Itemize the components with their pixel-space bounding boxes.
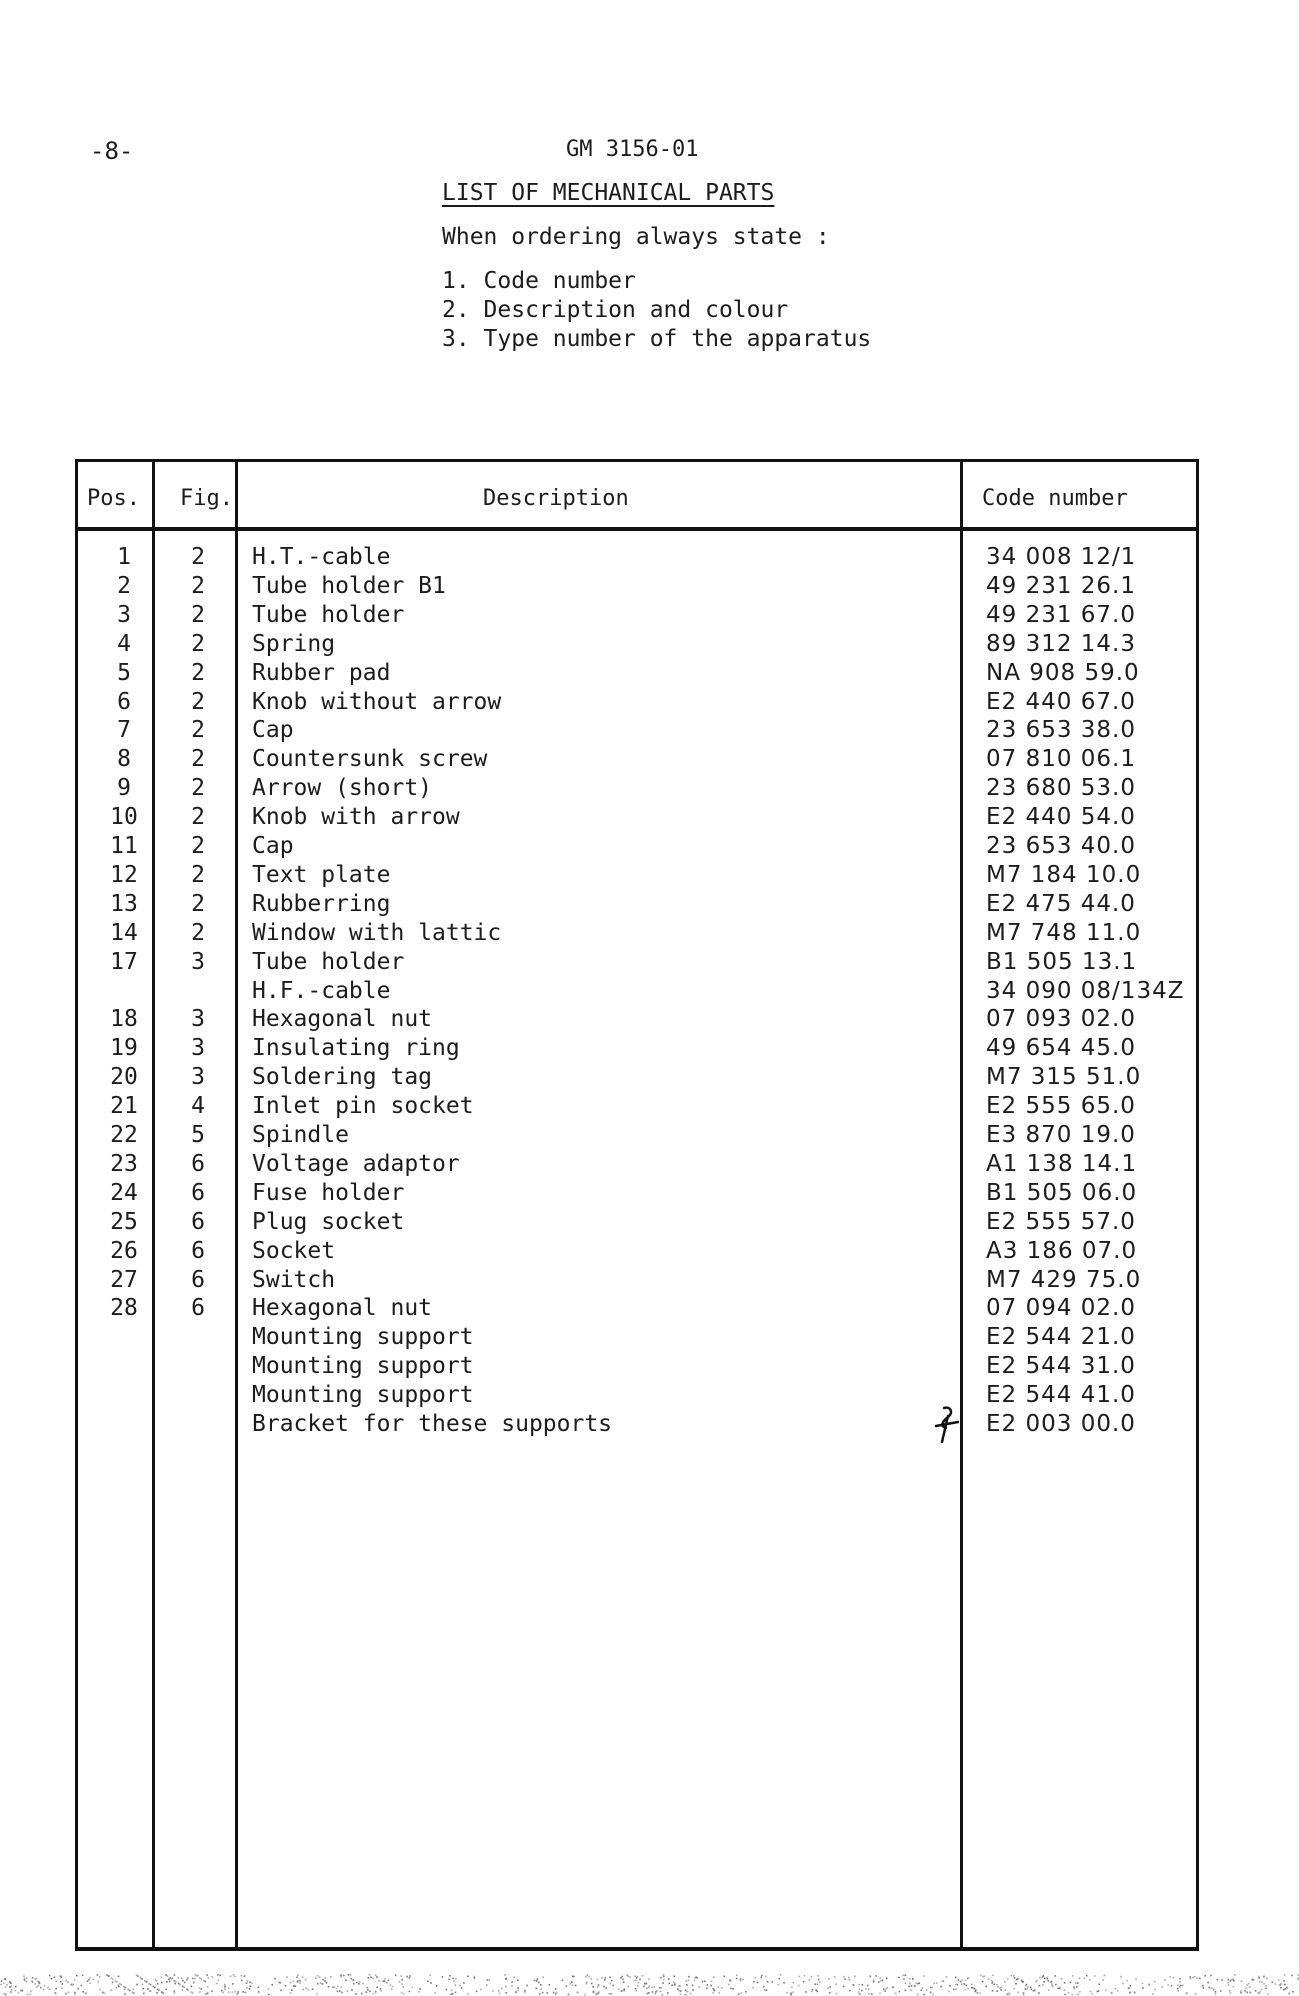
row-code-number: B1 505 06.0 bbox=[986, 1179, 1138, 1206]
row-code-number: 07 093 02.0 bbox=[986, 1006, 1136, 1033]
row-fig: 2 bbox=[191, 688, 205, 715]
row-pos: 6 bbox=[117, 688, 131, 715]
table-row bbox=[0, 833, 1299, 862]
row-description: Voltage adaptor bbox=[252, 1150, 460, 1177]
row-pos: 27 bbox=[110, 1266, 138, 1293]
row-fig: 2 bbox=[191, 833, 205, 859]
row-pos: 25 bbox=[110, 1208, 138, 1235]
table-row bbox=[0, 1006, 1299, 1035]
table-row bbox=[0, 1035, 1299, 1064]
table-row bbox=[0, 1353, 1299, 1382]
row-description: Tube holder bbox=[252, 601, 405, 628]
row-pos: 4 bbox=[117, 630, 131, 657]
row-code-number: 34 090 08/134Z bbox=[986, 977, 1185, 1004]
row-fig: 3 bbox=[191, 1035, 205, 1062]
table-row bbox=[0, 1180, 1299, 1209]
table-row bbox=[0, 1411, 1299, 1440]
table-row bbox=[0, 717, 1299, 746]
row-code-number: 23 653 38.0 bbox=[986, 717, 1136, 744]
row-pos: 10 bbox=[110, 804, 138, 831]
row-code-number: 49 231 67.0 bbox=[986, 601, 1136, 628]
row-pos: 12 bbox=[110, 861, 138, 888]
row-fig: 6 bbox=[191, 1179, 205, 1206]
row-pos: 14 bbox=[110, 919, 138, 946]
row-description: Mounting support bbox=[252, 1382, 474, 1409]
row-code-number: A1 138 14.1 bbox=[986, 1150, 1138, 1177]
instruction-item: 3. Type number of the apparatus bbox=[442, 326, 872, 352]
table-row bbox=[0, 775, 1299, 804]
row-pos: 18 bbox=[110, 1006, 138, 1033]
row-fig: 2 bbox=[191, 890, 205, 917]
list-title: LIST OF MECHANICAL PARTS bbox=[442, 180, 775, 206]
row-fig: 6 bbox=[191, 1266, 205, 1293]
row-description: Knob with arrow bbox=[252, 804, 460, 831]
table-row bbox=[0, 602, 1299, 631]
row-fig: 2 bbox=[191, 775, 205, 802]
row-description: Text plate bbox=[252, 861, 391, 888]
table-row bbox=[0, 573, 1299, 602]
page-number: -8- bbox=[90, 137, 134, 165]
row-code-number: E2 555 65.0 bbox=[986, 1093, 1136, 1120]
row-description: Spindle bbox=[252, 1122, 349, 1148]
row-description: Rubber pad bbox=[252, 659, 391, 686]
row-pos: 1 bbox=[117, 544, 131, 570]
table-row bbox=[0, 1093, 1299, 1122]
row-pos: 24 bbox=[110, 1179, 138, 1206]
row-pos: 5 bbox=[117, 659, 131, 686]
row-fig: 6 bbox=[191, 1208, 205, 1235]
table-row bbox=[0, 920, 1299, 949]
row-pos: 8 bbox=[117, 746, 131, 773]
row-code-number: M7 315 51.0 bbox=[986, 1064, 1142, 1091]
row-code-number: E2 544 21.0 bbox=[986, 1324, 1136, 1351]
table-row bbox=[0, 804, 1299, 833]
row-pos: 28 bbox=[110, 1295, 138, 1322]
row-fig: 2 bbox=[191, 804, 205, 831]
row-fig: 4 bbox=[191, 1093, 205, 1120]
column-header-code-number: Code number bbox=[982, 486, 1128, 511]
row-description: Countersunk screw bbox=[252, 746, 488, 773]
row-description: H.F.-cable bbox=[252, 977, 391, 1004]
row-fig: 2 bbox=[191, 717, 205, 744]
row-description: Tube holder B1 bbox=[252, 572, 446, 599]
row-fig: 2 bbox=[191, 601, 205, 628]
table-row bbox=[0, 1324, 1299, 1353]
instruction-item: 1. Code number bbox=[442, 268, 636, 294]
table-row bbox=[0, 891, 1299, 920]
table-row bbox=[0, 544, 1299, 573]
table-row bbox=[0, 1209, 1299, 1238]
table-row bbox=[0, 1238, 1299, 1267]
row-description: H.T.-cable bbox=[252, 544, 391, 570]
row-fig: 6 bbox=[191, 1237, 205, 1264]
row-fig: 2 bbox=[191, 919, 205, 946]
table-row bbox=[0, 862, 1299, 891]
row-description: Plug socket bbox=[252, 1208, 405, 1235]
row-pos: 20 bbox=[110, 1064, 138, 1091]
row-description: Tube holder bbox=[252, 948, 405, 975]
table-row bbox=[0, 631, 1299, 660]
table-row bbox=[0, 1151, 1299, 1180]
row-code-number: 34 008 12/1 bbox=[986, 544, 1137, 570]
row-pos: 21 bbox=[110, 1093, 138, 1120]
row-description: Switch bbox=[252, 1266, 336, 1293]
row-description: Soldering tag bbox=[252, 1064, 433, 1091]
row-fig: 2 bbox=[191, 659, 205, 686]
row-fig: 3 bbox=[191, 948, 205, 975]
row-pos: 26 bbox=[110, 1237, 138, 1264]
row-description: Spring bbox=[252, 630, 336, 657]
row-pos: 22 bbox=[110, 1122, 138, 1148]
row-description: Window with lattic bbox=[252, 919, 502, 946]
row-description: Knob without arrow bbox=[252, 688, 502, 715]
instruction-item: 2. Description and colour bbox=[442, 297, 789, 323]
row-code-number: 07 810 06.1 bbox=[986, 746, 1136, 773]
row-code-number: 49 654 45.0 bbox=[986, 1035, 1136, 1062]
table-row bbox=[0, 1064, 1299, 1093]
table-row bbox=[0, 978, 1299, 1007]
row-fig: 2 bbox=[191, 861, 205, 888]
column-header-fig: Fig. bbox=[180, 486, 233, 511]
table-row bbox=[0, 746, 1299, 775]
row-fig: 2 bbox=[191, 630, 205, 657]
row-code-number: NA 908 59.0 bbox=[986, 659, 1140, 686]
row-description: Hexagonal nut bbox=[252, 1295, 433, 1322]
row-code-number: M7 184 10.0 bbox=[986, 861, 1142, 888]
row-fig: 5 bbox=[191, 1122, 205, 1148]
row-code-number: 07 094 02.0 bbox=[986, 1295, 1136, 1322]
row-code-number: E2 440 67.0 bbox=[986, 688, 1136, 715]
ordering-intro: When ordering always state : bbox=[442, 224, 830, 250]
row-code-number: E3 870 19.0 bbox=[986, 1122, 1136, 1148]
row-code-number: E2 555 57.0 bbox=[986, 1208, 1136, 1235]
row-description: Cap bbox=[252, 717, 294, 744]
row-fig: 2 bbox=[191, 544, 205, 570]
scan-edge-noise bbox=[0, 1972, 1299, 1996]
table-row bbox=[0, 1267, 1299, 1296]
row-fig: 6 bbox=[191, 1295, 205, 1322]
row-pos: 3 bbox=[117, 601, 131, 628]
row-code-number: E2 544 41.0 bbox=[986, 1382, 1136, 1409]
table-row bbox=[0, 949, 1299, 978]
row-fig: 2 bbox=[191, 572, 205, 599]
row-code-number: M7 748 11.0 bbox=[986, 919, 1142, 946]
row-pos: 13 bbox=[110, 890, 138, 917]
row-pos: 19 bbox=[110, 1035, 138, 1062]
row-pos: 9 bbox=[117, 775, 131, 802]
table-row bbox=[0, 1122, 1299, 1151]
row-pos: 23 bbox=[110, 1150, 138, 1177]
row-fig: 2 bbox=[191, 746, 205, 773]
row-code-number: E2 003 00.0 bbox=[986, 1411, 1136, 1437]
row-description: Socket bbox=[252, 1237, 336, 1264]
row-pos: 7 bbox=[117, 717, 131, 744]
row-description: Fuse holder bbox=[252, 1179, 405, 1206]
row-pos: 11 bbox=[110, 833, 138, 859]
row-code-number: 89 312 14.3 bbox=[986, 630, 1136, 657]
row-description: Cap bbox=[252, 833, 294, 859]
row-code-number: 23 680 53.0 bbox=[986, 775, 1136, 802]
row-fig: 3 bbox=[191, 1064, 205, 1091]
row-code-number: E2 475 44.0 bbox=[986, 890, 1136, 917]
document-code: GM 3156-01 bbox=[566, 137, 699, 162]
row-code-number: E2 544 31.0 bbox=[986, 1353, 1136, 1380]
row-code-number: B1 505 13.1 bbox=[986, 948, 1138, 975]
row-description: Hexagonal nut bbox=[252, 1006, 433, 1033]
row-code-number: M7 429 75.0 bbox=[986, 1266, 1142, 1293]
table-row bbox=[0, 689, 1299, 718]
row-description: Insulating ring bbox=[252, 1035, 460, 1062]
row-description: Inlet pin socket bbox=[252, 1093, 474, 1120]
row-code-number: 49 231 26.1 bbox=[986, 572, 1136, 599]
row-description: Mounting support bbox=[252, 1353, 474, 1380]
row-pos: 17 bbox=[110, 948, 138, 975]
row-code-number: 23 653 40.0 bbox=[986, 833, 1136, 859]
row-fig: 6 bbox=[191, 1150, 205, 1177]
row-description: Rubberring bbox=[252, 890, 391, 917]
column-header-pos: Pos. bbox=[87, 486, 140, 511]
table-row bbox=[0, 660, 1299, 689]
row-description: Bracket for these supports bbox=[252, 1411, 613, 1437]
row-description: Arrow (short) bbox=[252, 775, 433, 802]
table-row bbox=[0, 1382, 1299, 1411]
row-fig: 3 bbox=[191, 1006, 205, 1033]
header-rule bbox=[75, 527, 1199, 531]
row-description: Mounting support bbox=[252, 1324, 474, 1351]
row-code-number: A3 186 07.0 bbox=[986, 1237, 1138, 1264]
column-header-description: Description bbox=[483, 486, 629, 511]
row-code-number: E2 440 54.0 bbox=[986, 804, 1136, 831]
handwritten-mark-icon bbox=[930, 1404, 964, 1444]
row-pos: 2 bbox=[117, 572, 131, 599]
table-row bbox=[0, 1295, 1299, 1324]
